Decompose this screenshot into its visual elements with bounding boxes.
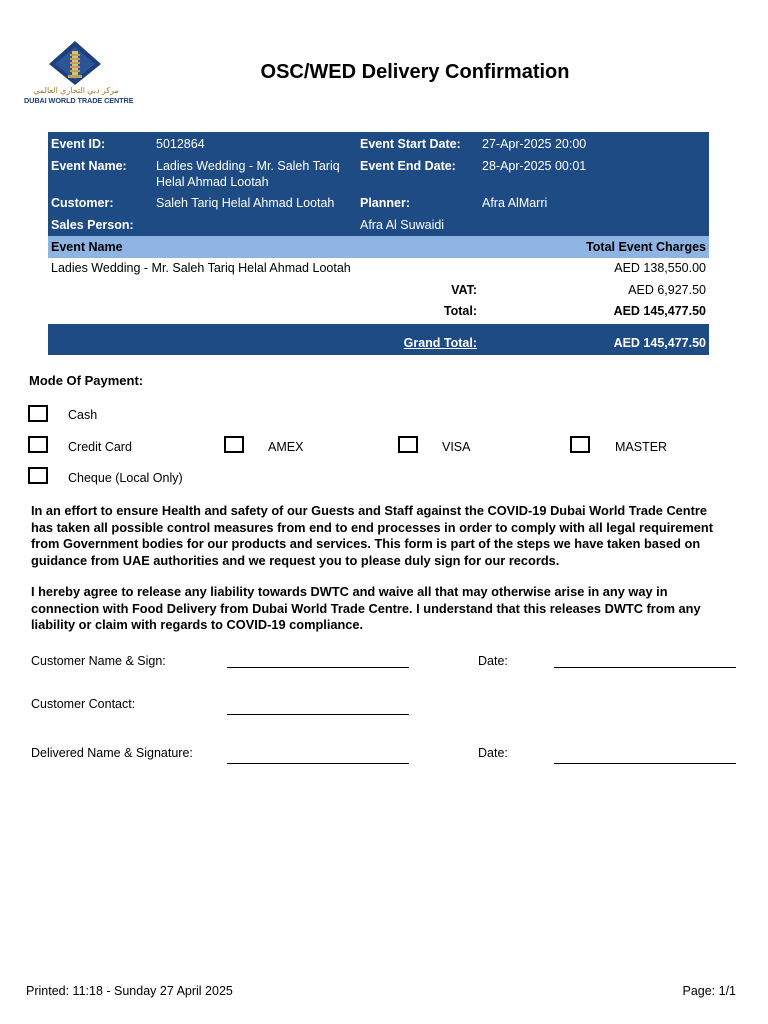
- date-line-1[interactable]: [554, 667, 736, 668]
- cash-checkbox[interactable]: [28, 405, 48, 422]
- total-value: AED 145,477.50: [613, 304, 706, 318]
- cheque-option-label: Cheque (Local Only): [68, 471, 183, 485]
- event-start-label: Event Start Date:: [360, 137, 461, 151]
- customer-name-sign-line[interactable]: [227, 667, 409, 668]
- waiver-line: I hereby agree to release any liability towards DWTC and waive all that may otherwise arise in any way in: [31, 584, 668, 599]
- vat-value: AED 6,927.50: [628, 283, 706, 297]
- notice-line: In an effort to ensure Health and safety of our Guests and Staff against the COVID-19 Dubai World Trade Centre: [31, 503, 707, 518]
- sales-person-label: Sales Person:: [51, 218, 134, 232]
- date-line-2[interactable]: [554, 763, 736, 764]
- visa-option-label: VISA: [442, 440, 471, 454]
- dwtc-emblem-icon: [22, 40, 128, 86]
- cheque-checkbox[interactable]: [28, 467, 48, 484]
- credit-card-option-label: Credit Card: [68, 440, 132, 454]
- event-info-table: [48, 132, 709, 236]
- event-id-value: 5012864: [156, 137, 205, 151]
- grand-total-label: Grand Total:: [403, 336, 477, 350]
- charge-row-total: AED 138,550.00: [614, 261, 706, 275]
- col-event-name-header: Event Name: [51, 240, 123, 254]
- master-checkbox[interactable]: [570, 436, 590, 453]
- page-number: Page: 1/1: [682, 984, 736, 998]
- charge-row-name: Ladies Wedding - Mr. Saleh Tariq Helal Ahmad Lootah: [51, 261, 351, 275]
- waiver-line: liability or claim with regards to COVID-19 compliance.: [31, 617, 364, 632]
- dwtc-logo: [22, 40, 134, 112]
- page-title: OSC/WED Delivery Confirmation: [260, 61, 570, 83]
- event-id-label: Event ID:: [51, 137, 106, 151]
- credit-card-checkbox[interactable]: [28, 436, 48, 453]
- event-name-label: Event Name:: [51, 159, 127, 173]
- amex-option-label: AMEX: [268, 440, 304, 454]
- logo-english-text: DUBAI WORLD TRADE CENTRE: [24, 96, 134, 105]
- notice-line: guidance from UAE authorities and we request you to please duly sign for our records.: [31, 552, 560, 568]
- customer-label: Customer:: [51, 196, 114, 210]
- event-end-label: Event End Date:: [360, 159, 456, 173]
- amex-checkbox[interactable]: [224, 436, 244, 453]
- customer-contact-label: Customer Contact:: [31, 697, 136, 711]
- col-total-charges-header: Total Event Charges: [586, 240, 706, 254]
- covid-notice-paragraph: [31, 503, 721, 569]
- grand-total-row: [48, 324, 709, 355]
- waiver-line: connection with Food Delivery from Dubai World Trade Centre. I understand that this releases DWTC from any: [31, 600, 701, 616]
- customer-contact-line[interactable]: [227, 714, 409, 715]
- customer-value: Saleh Tariq Helal Ahmad Lootah: [156, 196, 335, 210]
- sales-person-value: Afra Al Suwaidi: [360, 218, 445, 232]
- delivered-name-signature-label: Delivered Name & Signature:: [31, 746, 193, 760]
- vat-label: VAT:: [451, 283, 477, 297]
- mode-of-payment-label: Mode Of Payment:: [29, 373, 144, 388]
- printed-timestamp: Printed: 11:18 - Sunday 27 April 2025: [26, 984, 233, 998]
- total-label: Total:: [443, 304, 477, 318]
- charges-header-row: [48, 236, 709, 258]
- delivered-signature-line[interactable]: [227, 763, 409, 764]
- notice-line: from Government bodies for our products and services. This form is part of the steps we have taken based on: [31, 536, 701, 551]
- date-label-2: Date:: [478, 746, 508, 760]
- event-name-value-line2: Helal Ahmad Lootah: [156, 175, 269, 189]
- cash-option-label: Cash: [68, 408, 98, 422]
- customer-name-sign-label: Customer Name & Sign:: [31, 654, 166, 668]
- liability-waiver-paragraph: [31, 584, 721, 634]
- grand-total-value: AED 145,477.50: [613, 336, 706, 350]
- master-option-label: MASTER: [615, 440, 668, 454]
- date-label-1: Date:: [478, 654, 508, 668]
- planner-label: Planner:: [360, 196, 411, 210]
- notice-line: has taken all possible control measures from end to end processes in order to comply with all legal requirement: [31, 519, 713, 535]
- logo-arabic-text: مركز دبي التجاري العالمي: [33, 86, 119, 95]
- event-start-value: 27-Apr-2025 20:00: [482, 137, 587, 151]
- visa-checkbox[interactable]: [398, 436, 418, 453]
- event-name-value-line1: Ladies Wedding - Mr. Saleh Tariq: [156, 159, 340, 173]
- planner-value: Afra AlMarri: [482, 196, 548, 210]
- event-end-value: 28-Apr-2025 00:01: [482, 159, 587, 173]
